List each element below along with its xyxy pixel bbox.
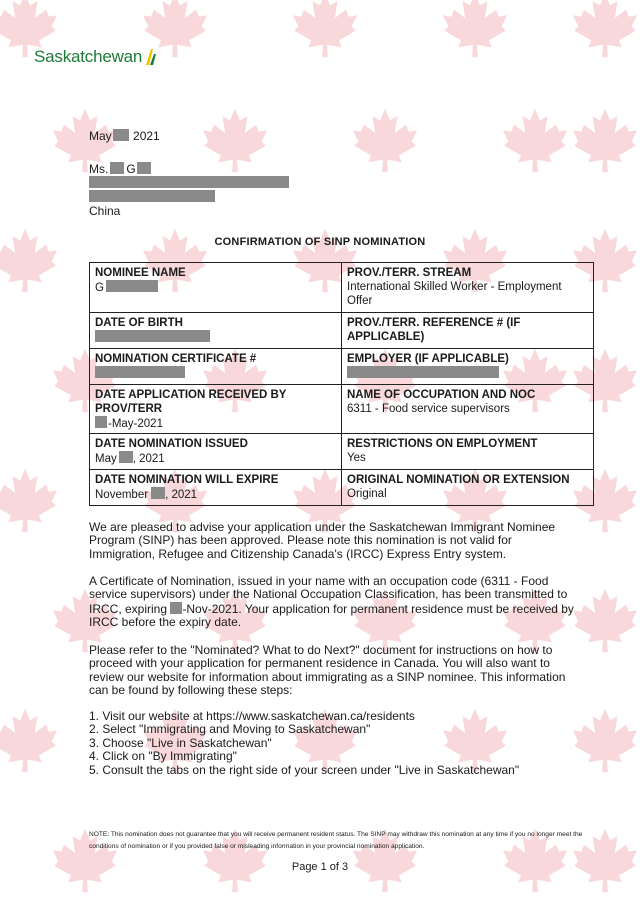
table-row [90,470,594,506]
list-item: 1. Visit our website at https://www.saskatchewan.ca/residents [89,709,415,723]
redaction [151,487,165,499]
cell-label: DATE NOMINATION WILL EXPIRE [95,474,279,486]
address-country: China [89,204,121,218]
footnote: NOTE: This nomination does not guarantee that you will receive permanent resident status. The SINP may withdraw this nomination at any time if you no longer meet the conditions of nomination or if you provided false or misleading information in your provincial nomination application. [89,831,583,850]
steps-list [89,710,589,777]
cell-label: NOMINEE NAME [95,267,186,279]
list-item: 3. Choose "Live in Saskatchewan" [89,735,272,750]
dob-cell [90,313,342,349]
date-month: May [89,129,112,143]
restrictions-cell [342,434,594,470]
addressee-initial: G [126,162,136,176]
document-heading: CONFIRMATION OF SINP NOMINATION [214,236,426,248]
maple-leaf-watermark-icon [570,0,640,60]
wheat-icon [144,47,156,65]
redaction [347,366,499,378]
table-row [90,263,594,313]
restrictions-value: Yes [347,452,366,464]
issued-cell [90,434,342,470]
cell-label: DATE OF BIRTH [95,317,183,329]
paragraph-approval: We are pleased to advise your application under the Saskatchewan Immigrant Nominee Program (SINP) has been approved. Please note this nomination is not valid for Immigration, Refugee and Citizenship Canada's (IRCC) Express Entry system. [89,520,556,561]
redaction [170,602,182,614]
employer-value [347,366,588,381]
addressee-name [89,162,151,176]
dob-value [95,330,336,345]
certificate-cell [90,349,342,385]
maple-leaf-watermark-icon [0,705,60,775]
occupation-value: 6311 - Food service supervisors [347,403,510,415]
nominee-name-value: G [95,280,336,295]
employer-cell [342,349,594,385]
redaction [113,129,129,141]
address-line-2 [89,190,215,204]
cell-label: RESTRICTIONS ON EMPLOYMENT [347,438,538,450]
letter-date [89,129,160,143]
cell-label: DATE NOMINATION ISSUED [95,438,248,450]
maple-leaf-watermark-icon [0,465,60,535]
maple-leaf-watermark-icon [440,0,510,60]
redaction [89,176,289,188]
paragraph-next-steps: Please refer to the "Nominated? What to do Next?" document for instructions on how to proceed with your application for permanent residence in Canada. You will also want to review our website for information about immigrating as a SINP nominee. This information can be found by following these steps: [89,643,566,698]
maple-leaf-watermark-icon [290,0,360,60]
maple-leaf-watermark-icon [500,105,570,175]
stream-cell [342,263,594,313]
stream-value: International Skilled Worker - Employment Offer [347,281,562,307]
cell-label: ORIGINAL NOMINATION OR EXTENSION [347,474,570,486]
list-item: 2. Select "Immigrating and Moving to Saskatchewan" [89,722,371,737]
maple-leaf-watermark-icon [570,585,640,655]
salutation: Ms. [89,162,109,176]
redaction [106,280,158,292]
address-line-1 [89,176,289,190]
paragraph-certificate: A Certificate of Nomination, issued in your name with an occupation code (6311 - Food service supervisors) under the National Occupation Classification, has been transmitted to IRCC, expiring -Nov-2021. Your application for permanent residence must be received by IRCC before the expiry date. [89,574,574,630]
redaction [89,190,215,202]
redaction [119,451,133,463]
issued-value: May , 2021 [95,453,165,465]
page-number: Page 1 of 3 [291,861,349,873]
original-cell [342,470,594,506]
nomination-table [89,262,594,506]
original-value: Original [347,488,387,500]
saskatchewan-logo [34,47,156,67]
cell-label: NAME OF OCCUPATION AND NOC [347,389,536,401]
maple-leaf-watermark-icon [570,105,640,175]
cell-label: PROV./TERR. REFERENCE # (IF APPLICABLE) [347,317,521,343]
logo-text: Saskatchewan [34,47,143,66]
cell-label: EMPLOYER (IF APPLICABLE) [347,353,509,365]
reference-cell [342,313,594,349]
redaction [95,366,185,378]
list-item: 4. Click on "By Immigrating" [89,749,237,764]
redaction [95,416,107,428]
cell-label: DATE APPLICATION RECEIVED BY PROV/TERR [95,389,287,415]
occupation-cell [342,385,594,434]
expire-value: November , 2021 [95,489,198,501]
certificate-value [95,366,336,381]
maple-leaf-watermark-icon [350,105,420,175]
cell-label: PROV./TERR. STREAM [347,267,472,279]
maple-leaf-watermark-icon [200,105,270,175]
cell-label: NOMINATION CERTIFICATE # [95,353,257,365]
nominee-name-cell [90,263,342,313]
date-year: 2021 [133,129,160,143]
list-item: 5. Consult the tabs on the right side of your screen under "Live in Saskatchewan" [89,762,520,777]
received-cell [90,385,342,434]
redaction [110,162,124,174]
table-row [90,434,594,470]
received-value: -May-2021 [95,416,336,431]
redaction [137,162,151,174]
redaction [95,330,210,342]
table-row [90,349,594,385]
table-row [90,313,594,349]
expire-cell [90,470,342,506]
table-row [90,385,594,434]
